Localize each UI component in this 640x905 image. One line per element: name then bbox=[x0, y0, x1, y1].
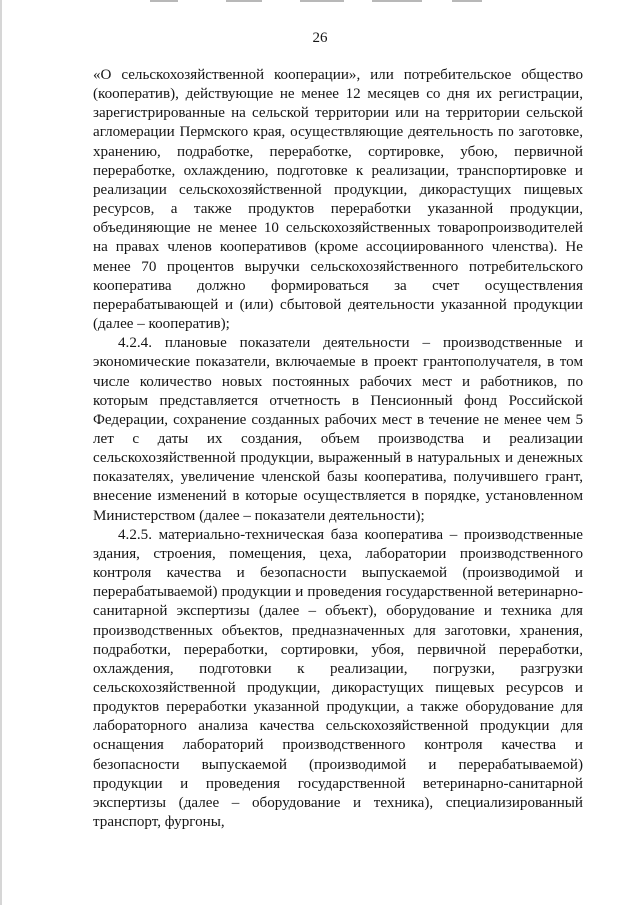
paragraph-4-2-5: 4.2.5. материально-техническая база кооператива – производственные здания, строения, помещения, цеха, лаборатории производственного контроля качества и безопасности выпускаемой (производимой и перерабатываемой) продукции и проведения государственной ветеринарно-санитарной экспертизы (далее – объект), оборудование и техника для производственных объектов, предназначенных для заготовки, хранения, подработки, переработки, сортировки, убоя, первичной переработки, охлаждения, подготовки к реализации, погрузки, разгрузки сельскохозяйственной продукции, дикорастущих пищевых ресурсов и продуктов переработки указанной продукции, а также оборудование для лабораторного анализа качества сельскохозяйственной продукции для оснащения лабораторий производственного контроля качества и безопасности выпускаемой (производимой и перерабатываемой) продукции и проведения государственной ветеринарно-санитарной экспертизы (далее – оборудование и техника), специализированный транспорт, фургоны, bbox=[93, 526, 583, 831]
paragraph-cooperative-definition: «О сельскохозяйственной кооперации», или потребительское общество (кооператив), действующие не менее 12 месяцев со дня их регистрации, зарегистрированные на сельской территории или на территории сельской агломерации Пермского края, осуществляющие деятельность по заготовке, хранению, подработке, переработке, сортировке, убою, первичной переработке, охлаждению, подготовке к реализации, транспортировке и реализации сельскохозяйственной продукции, дикорастущих пищевых ресурсов, а также продуктов переработки указанной продукции, объединяющие не менее 10 сельскохозяйственных товаропроизводителей на правах членов кооперативов (кроме ассоциированного членства). Не менее 70 процентов выручки сельскохозяйственного потребительского кооператива должно формироваться за счет осуществления перерабатывающей и (или) сбытовой деятельности указанной продукции (далее – кооператив); bbox=[93, 67, 583, 333]
document-body bbox=[93, 66, 583, 832]
scan-top-artifacts bbox=[0, 0, 640, 6]
page-number: 26 bbox=[312, 30, 328, 46]
scan-edge bbox=[0, 0, 2, 905]
paragraph-4-2-4: 4.2.4. плановые показатели деятельности – производственные и экономические показатели, включаемые в проект грантополучателя, в том числе количество новых постоянных рабочих мест и работников, по которым представляется отчетность в Пенсионный фонд Российской Федерации, сохранение созданных рабочих мест в течение не менее чем 5 лет с даты их создания, объем производства и реализации сельскохозяйственной продукции, выраженный в натуральных и денежных показателях, увеличение членской базы кооператива, получившего грант, внесение изменений в которые осуществляется в порядке, установленном Министерством (далее – показатели деятельности); bbox=[93, 335, 583, 524]
